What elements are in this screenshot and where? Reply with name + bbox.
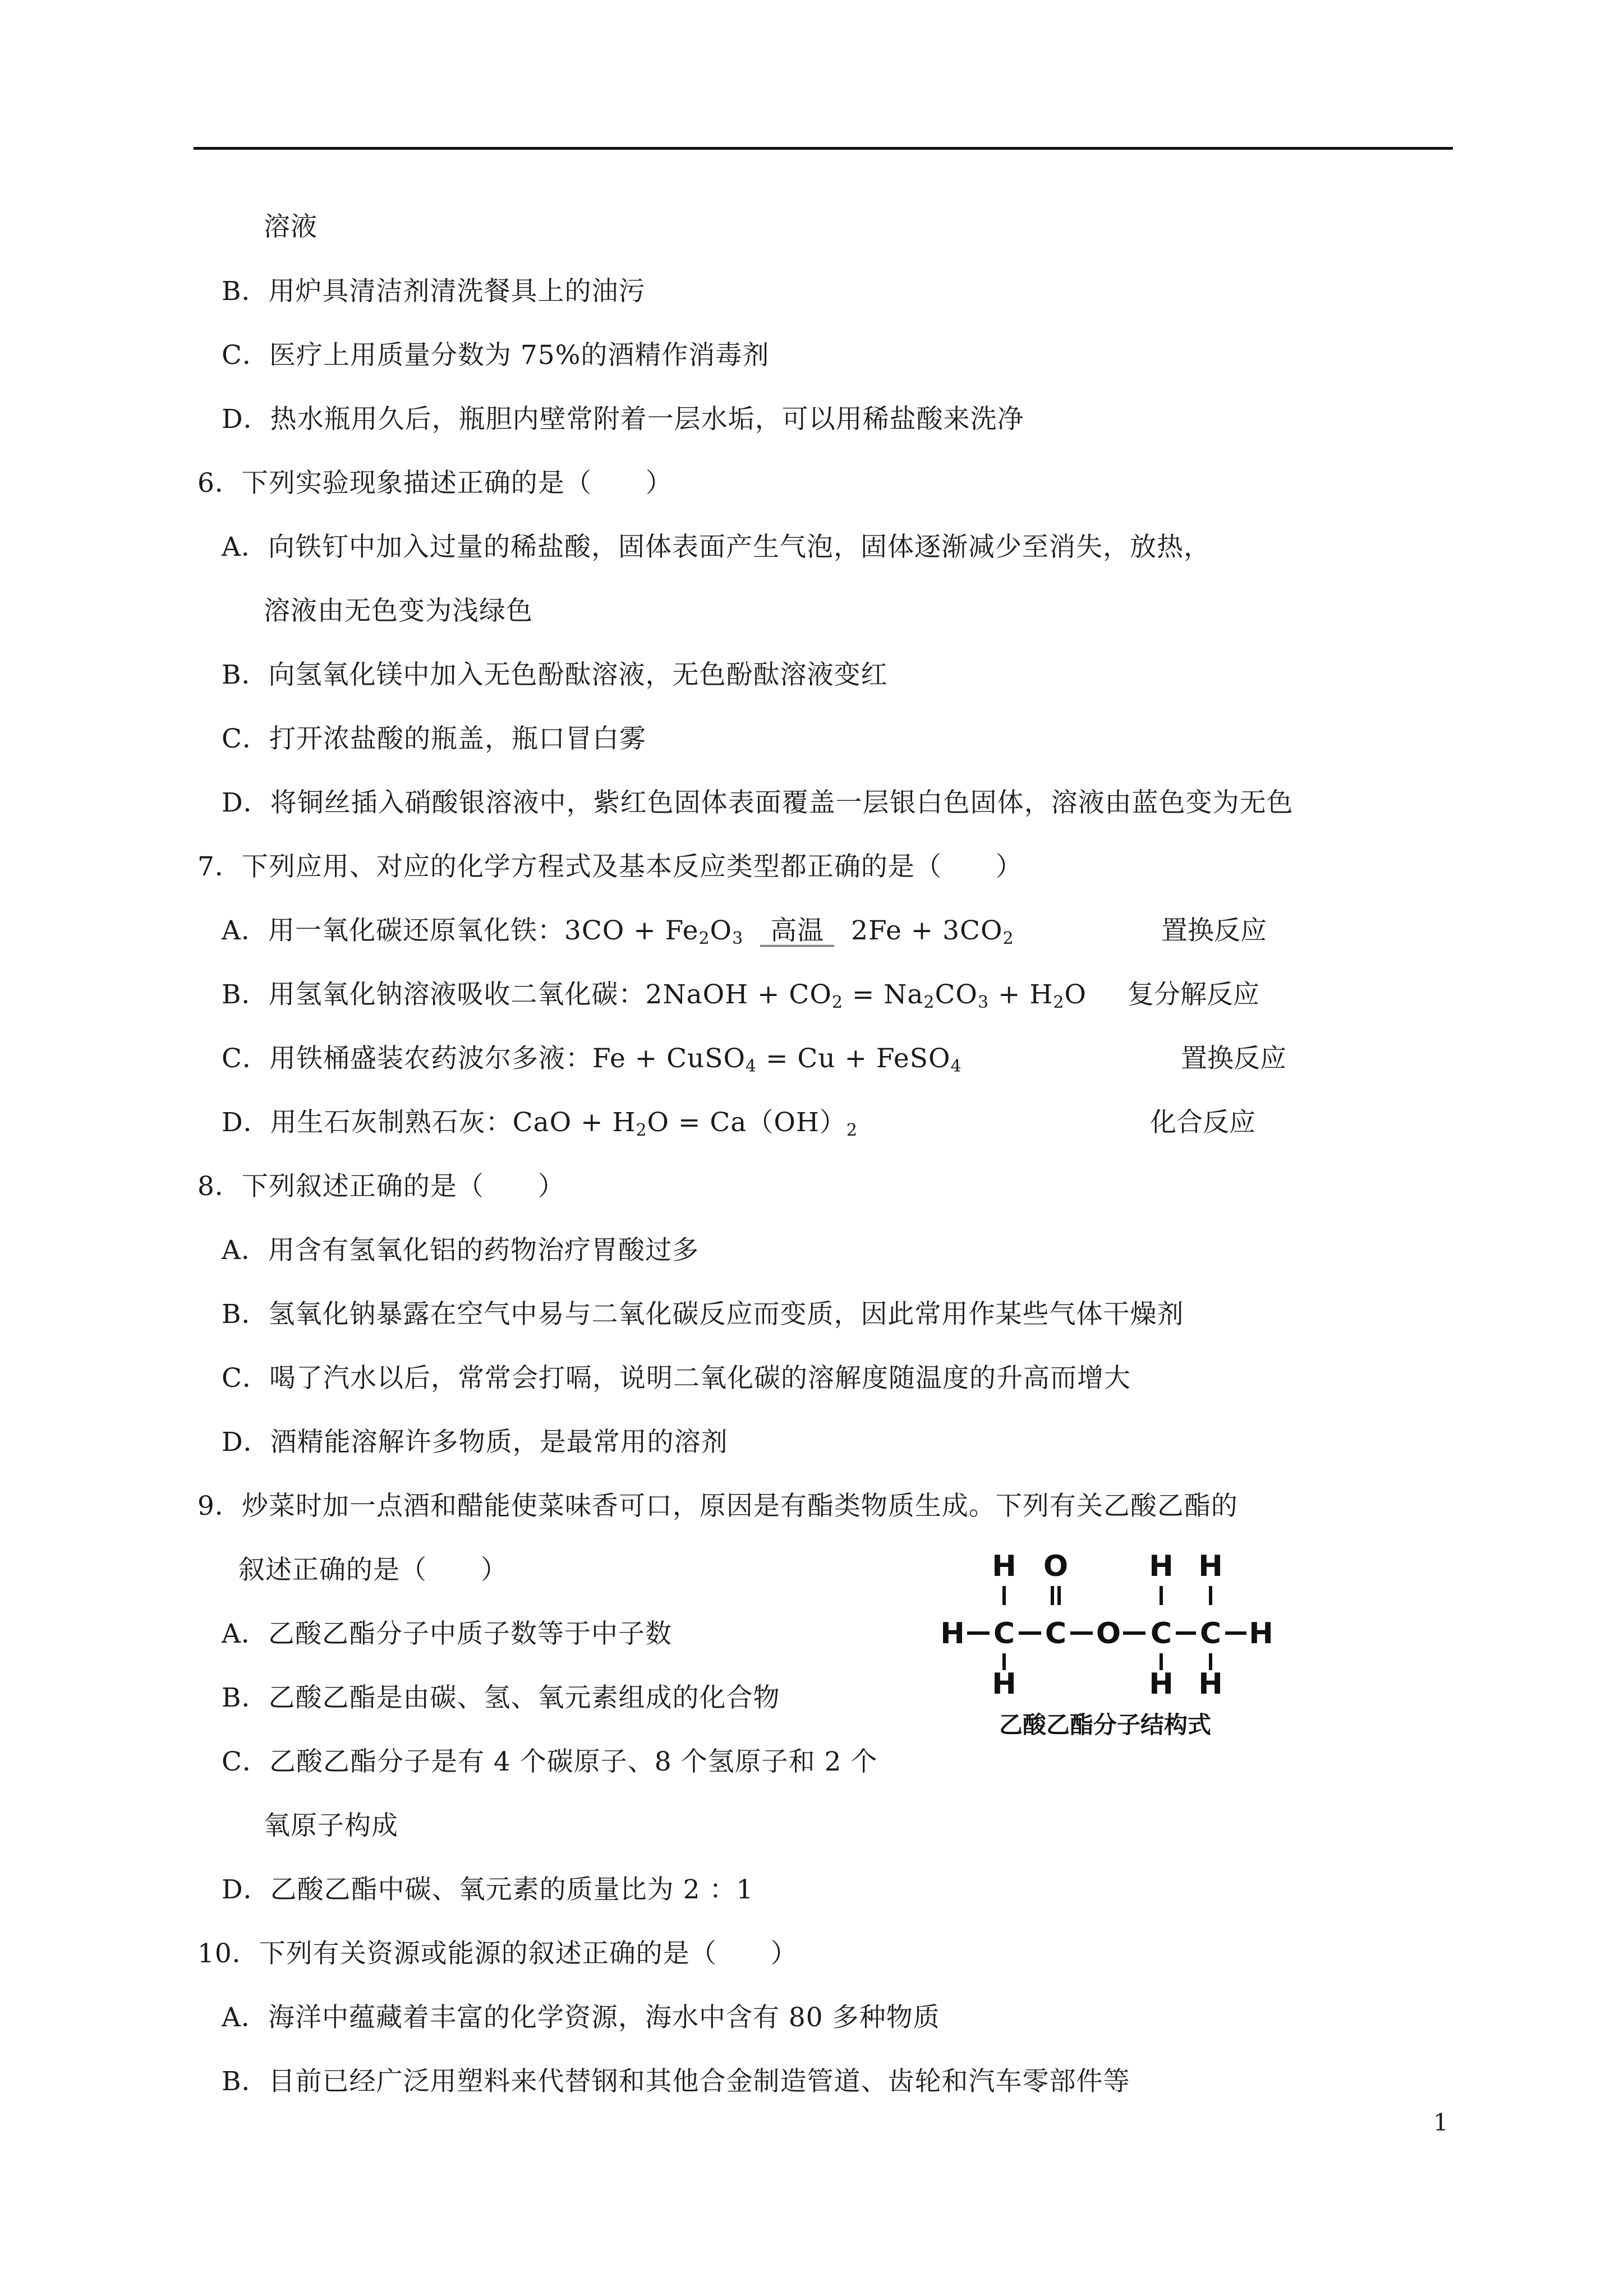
option-c-equation <box>222 1042 962 1076</box>
equation-text: C．用铁桶盛装农药波尔多液：Fe + CuSO <box>222 1043 746 1074</box>
question-9: 9．炒菜时加一点酒和醋能使菜味香可口，原因是有酯类物质生成。下列有关乙酸乙酯的 <box>197 1491 1238 1522</box>
hydrogen-atom-label: H <box>992 1550 1016 1583</box>
hydrogen-atom-label: H <box>992 1667 1016 1701</box>
option-d-equation <box>222 1106 858 1140</box>
hydrogen-atom-label: H <box>1149 1667 1174 1701</box>
reaction-condition: 高温 <box>758 914 836 948</box>
option-c: C．喝了汽水以后，常常会打嗝，说明二氧化碳的溶解度随温度的升高而增大 <box>222 1363 1131 1394</box>
subscript: 2 <box>923 993 935 1012</box>
oxygen-atom-label: O <box>1043 1550 1069 1583</box>
subscript: 4 <box>950 1057 962 1076</box>
equation-text: B．用氢氧化钠溶液吸收二氧化碳：2NaOH + CO <box>222 979 832 1010</box>
option-b: B．向氢氧化镁中加入无色酚酞溶液，无色酚酞溶液变红 <box>222 660 888 690</box>
option-a: A．用含有氢氧化铝的药物治疗胃酸过多 <box>222 1235 699 1266</box>
equation-text: A．用一氧化碳还原氧化铁：3CO + Fe <box>222 915 699 946</box>
equation-text: = Cu + FeSO <box>757 1043 951 1074</box>
reaction-type: 置换反应 <box>1181 1043 1286 1074</box>
option-b: B．乙酸乙酯是由碳、氢、氧元素组成的化合物 <box>222 1682 780 1713</box>
equation-text: O <box>1064 979 1087 1010</box>
hydrogen-atom-label: H <box>1149 1550 1174 1583</box>
option-a: A．海洋中蕴藏着丰富的化学资源，海水中含有 80 多种物质 <box>222 2002 940 2033</box>
page-number: 1 <box>1433 2109 1448 2136</box>
equation-text: O = Ca（OH） <box>647 1107 846 1138</box>
text-line: 溶液由无色变为浅绿色 <box>264 596 533 626</box>
subscript: 2 <box>698 929 710 948</box>
equation-text: 2Fe + 3CO <box>851 915 1003 946</box>
equation-text: + H <box>989 979 1053 1010</box>
subscript: 2 <box>831 993 843 1012</box>
subscript: 3 <box>977 993 990 1012</box>
text-line: 氧原子构成 <box>264 1810 398 1841</box>
reaction-type: 化合反应 <box>1150 1107 1255 1138</box>
oxygen-atom-label: O <box>1096 1617 1121 1650</box>
question-8: 8．下列叙述正确的是（ ） <box>197 1171 565 1202</box>
carbon-atom-label: C <box>1045 1617 1067 1650</box>
equation-text: = Na <box>843 979 924 1010</box>
hydrogen-atom-label: H <box>1249 1617 1273 1650</box>
hydrogen-atom-label: H <box>1198 1667 1223 1701</box>
carbon-atom-label: C <box>1199 1617 1222 1650</box>
text-line: 溶液 <box>264 211 318 242</box>
carbon-atom-label: C <box>993 1617 1015 1650</box>
option-a-equation <box>222 914 1014 948</box>
option-a: A．向铁钉中加入过量的稀盐酸，固体表面产生气泡，固体逐渐减少至消失，放热， <box>222 532 1211 563</box>
equation-text: O <box>710 915 733 946</box>
option-b: B．目前已经广泛用塑料来代替钢和其他合金制造管道、齿轮和汽车零部件等 <box>222 2066 1130 2097</box>
option-c: C．医疗上用质量分数为 75%的酒精作消毒剂 <box>222 340 770 371</box>
question-10: 10．下列有关资源或能源的叙述正确的是（ ） <box>197 1938 798 1969</box>
ethyl-acetate-structure-diagram <box>931 1542 1296 1744</box>
subscript: 4 <box>746 1057 757 1076</box>
reaction-type: 复分解反应 <box>1128 979 1259 1010</box>
option-d: D．将铜丝插入硝酸银溶液中，紫红色固体表面覆盖一层银白色固体，溶液由蓝色变为无色 <box>222 787 1294 818</box>
hydrogen-atom-label: H <box>1198 1550 1223 1583</box>
subscript: 3 <box>732 929 744 948</box>
option-b: B．氢氧化钠暴露在空气中易与二氧化碳反应而变质，因此常用作某些气体干燥剂 <box>222 1299 1184 1330</box>
option-a: A．乙酸乙酯分子中质子数等于中子数 <box>222 1619 672 1649</box>
subscript: 2 <box>846 1121 858 1140</box>
subscript: 2 <box>1053 993 1065 1012</box>
equation-text: CO <box>935 979 978 1010</box>
question-6: 6．下列实验现象描述正确的是（ ） <box>197 468 673 499</box>
hydrogen-atom-label: H <box>940 1617 965 1650</box>
equation-text: D．用生石灰制熟石灰：CaO + H <box>222 1107 636 1138</box>
option-b-equation <box>222 978 1087 1012</box>
option-d: D．乙酸乙酯中碳、氧元素的质量比为 2 ：1 <box>222 1874 754 1905</box>
subscript: 2 <box>636 1121 647 1140</box>
question-9-continued: 叙述正确的是（ ） <box>238 1555 508 1585</box>
option-b: B．用炉具清洁剂清洗餐具上的油污 <box>222 276 646 307</box>
header-rule <box>194 147 1453 150</box>
carbon-atom-label: C <box>1150 1617 1172 1650</box>
question-7: 7．下列应用、对应的化学方程式及基本反应类型都正确的是（ ） <box>197 851 1023 882</box>
option-c: C．乙酸乙酯分子是有 4 个碳原子、8 个氢原子和 2 个 <box>222 1746 878 1777</box>
reaction-type: 置换反应 <box>1161 915 1267 946</box>
option-d: D．酒精能溶解许多物质，是最常用的溶剂 <box>222 1427 728 1458</box>
option-c: C．打开浓盐酸的瓶盖，瓶口冒白雾 <box>222 723 646 754</box>
structure-caption: 乙酸乙酯分子结构式 <box>999 1711 1212 1739</box>
option-d: D．热水瓶用久后，瓶胆内壁常附着一层水垢，可以用稀盐酸来洗净 <box>222 404 1024 435</box>
subscript: 2 <box>1002 929 1014 948</box>
